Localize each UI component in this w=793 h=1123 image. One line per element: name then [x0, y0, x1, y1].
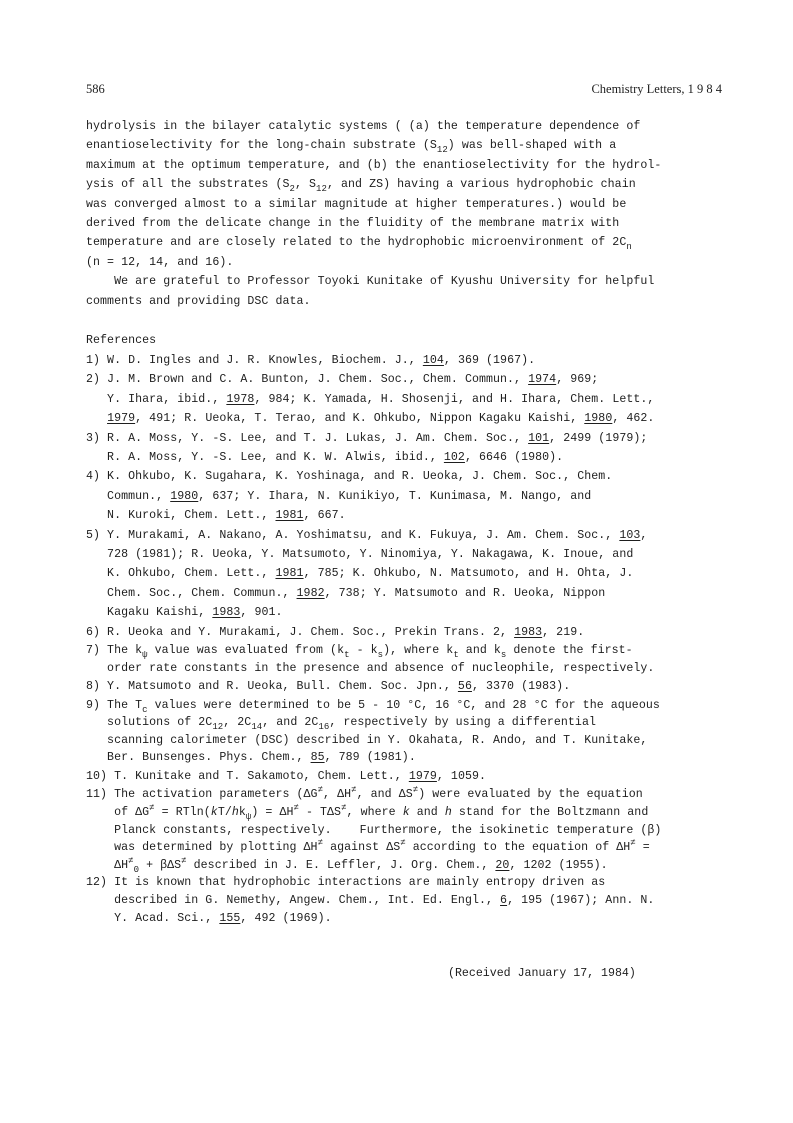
body-text [86, 117, 726, 311]
reference-line: Planck constants, respectively. Furthermore, the isokinetic temperature (β) [86, 823, 662, 837]
reference-line: Kagaku Kaishi, 1983, 901. [86, 606, 283, 620]
reference-line: was determined by plotting ΔH≠ against ΔS≠ according to the equation of ΔH≠ = [86, 838, 650, 855]
reference-line: 10) T. Kunitake and T. Sakamoto, Chem. Lett., 1979, 1059. [86, 770, 487, 784]
reference-item [86, 351, 726, 370]
reference-line: 9) The $T_c$ values were determined to be 5 - 10 °C, 16 °C, and 28 °C for the aqueous [86, 698, 660, 715]
reference-line: 2) J. M. Brown and C. A. Bunton, J. Chem. Soc., Chem. Commun., 1974, 969; [86, 373, 599, 387]
reference-item [86, 786, 726, 874]
body-line: temperature and are closely related to the hydrophobic microenvironment of $2C_n$ [86, 236, 632, 253]
body-line: ysis of all the substrates ($S_2$, $S_{12}$, and ZS) having a various hydrophobic chain [86, 178, 636, 195]
reference-line: described in G. Nemethy, Angew. Chem., Int. Ed. Engl., 6, 195 (1967); Ann. N. [86, 894, 655, 908]
received-date: (Received January 17, 1984) [448, 967, 636, 980]
page-number: 586 [86, 82, 105, 96]
reference-line: N. Kuroki, Chem. Lett., 1981, 667. [86, 509, 346, 523]
reference-line: 4) K. Ohkubo, K. Sugahara, K. Yoshinaga, and R. Ueoka, J. Chem. Soc., Chem. [86, 470, 613, 484]
reference-line: 3) R. A. Moss, Y. -S. Lee, and T. J. Lukas, J. Am. Chem. Soc., 101, 2499 (1979); [86, 431, 648, 445]
reference-item [86, 767, 726, 786]
reference-item [86, 874, 726, 927]
reference-line: 1979, 491; R. Ueoka, T. Terao, and K. Ohkubo, Nippon Kagaku Kaishi, 1980, 462. [107, 412, 655, 426]
reference-item [86, 697, 726, 767]
body-line: (n = 12, 14, and 16). [86, 255, 234, 269]
reference-line: 11) The activation parameters (ΔG≠, ΔH≠, and ΔS≠) were evaluated by the equation [86, 785, 643, 802]
reference-line: Chem. Soc., Chem. Commun., 1982, 738; Y. Matsumoto and R. Ueoka, Nippon [86, 586, 606, 600]
reference-line: K. Ohkubo, Chem. Lett., 1981, 785; K. Ohkubo, N. Matsumoto, and H. Ohta, J. [86, 567, 634, 581]
reference-item [86, 526, 726, 623]
reference-item [86, 642, 726, 677]
body-line: We are grateful to Professor Toyoki Kunitake of Kyushu University for helpful [86, 275, 655, 289]
journal-title: Chemistry Letters, 1 9 8 4 [591, 82, 722, 96]
reference-line: order rate constants in the presence and absence of nucleophile, respectively. [86, 661, 655, 675]
body-line: enantioselectivity for the long-chain substrate $(S_{12})$ was bell-shaped with a [86, 139, 617, 156]
references-heading: References [86, 334, 157, 347]
reference-line: R. A. Moss, Y. -S. Lee, and K. W. Alwis, ibid., 102, 6646 (1980). [86, 451, 564, 465]
reference-line: scanning calorimeter (DSC) described in Y. Okahata, R. Ando, and T. Kunitake, [86, 733, 648, 747]
reference-line: 728 (1981); R. Ueoka, Y. Matsumoto, Y. Ninomiya, Y. Nakagawa, K. Inoue, and [86, 548, 634, 562]
reference-line: solutions of $2C_{12}$, $2C_{14}$, and $2C_{16}$, respectively by using a differential [86, 716, 596, 733]
reference-line: 12) It is known that hydrophobic interactions are mainly entropy driven as [86, 876, 606, 890]
reference-line: 5) Y. Murakami, A. Nakano, A. Yoshimatsu, and K. Fukuya, J. Am. Chem. Soc., 103, [86, 528, 648, 542]
reference-line: 1) W. D. Ingles and J. R. Knowles, Biochem. J., 104, 369 (1967). [86, 354, 536, 367]
reference-line: 8) Y. Matsumoto and R. Ueoka, Bull. Chem. Soc. Jpn., 56, 3370 (1983). [86, 680, 571, 694]
reference-line: Y. Acad. Sci., 155, 492 (1969). [86, 911, 332, 925]
reference-line: $\Delta H^\ne_0 + \beta\Delta S^\ne$ described in J. E. Leffler, J. Org. Chem., 20, 1202 (1955). [86, 855, 608, 875]
body-line: comments and providing DSC data. [86, 294, 311, 308]
reference-item [86, 677, 726, 696]
reference-line: of $\Delta G^\ne = RTln(kT/hk_\psi) = \Delta H^\ne - T\Delta S^\ne$, where k and h stand for the Boltzmann and [86, 803, 649, 823]
reference-line: Ber. Bunsenges. Phys. Chem., 85, 789 (1981). [86, 751, 416, 765]
reference-item [86, 623, 726, 642]
reference-line: Commun., 1980, 637; Y. Ihara, N. Kunikiyo, T. Kunimasa, M. Nango, and [86, 489, 592, 503]
body-line: hydrolysis in the bilayer catalytic systems ( (a) the temperature dependence of [86, 120, 641, 133]
page-header [86, 82, 722, 98]
reference-item [86, 370, 726, 428]
body-line: maximum at the optimum temperature, and (b) the enantioselectivity for the hydrol- [86, 158, 662, 172]
reference-line: 6) R. Ueoka and Y. Murakami, J. Chem. Soc., Prekin Trans. 2, 1983, 219. [86, 625, 585, 639]
body-line: derived from the delicate change in the fluidity of the membrane matrix with [86, 217, 620, 231]
body-line: was converged almost to a similar magnitude at higher temperatures.) would be [86, 197, 627, 211]
reference-line: 7) The $k_\psi$ value was evaluated from $(k_t - k_s)$, where $k_t$ and $k_s$ denote the first- [86, 644, 633, 661]
reference-item [86, 467, 726, 525]
references-list [86, 351, 726, 927]
reference-item [86, 429, 726, 468]
reference-line: Y. Ihara, ibid., 1978, 984; K. Yamada, H. Shosenji, and H. Ihara, Chem. Lett., [86, 392, 655, 406]
